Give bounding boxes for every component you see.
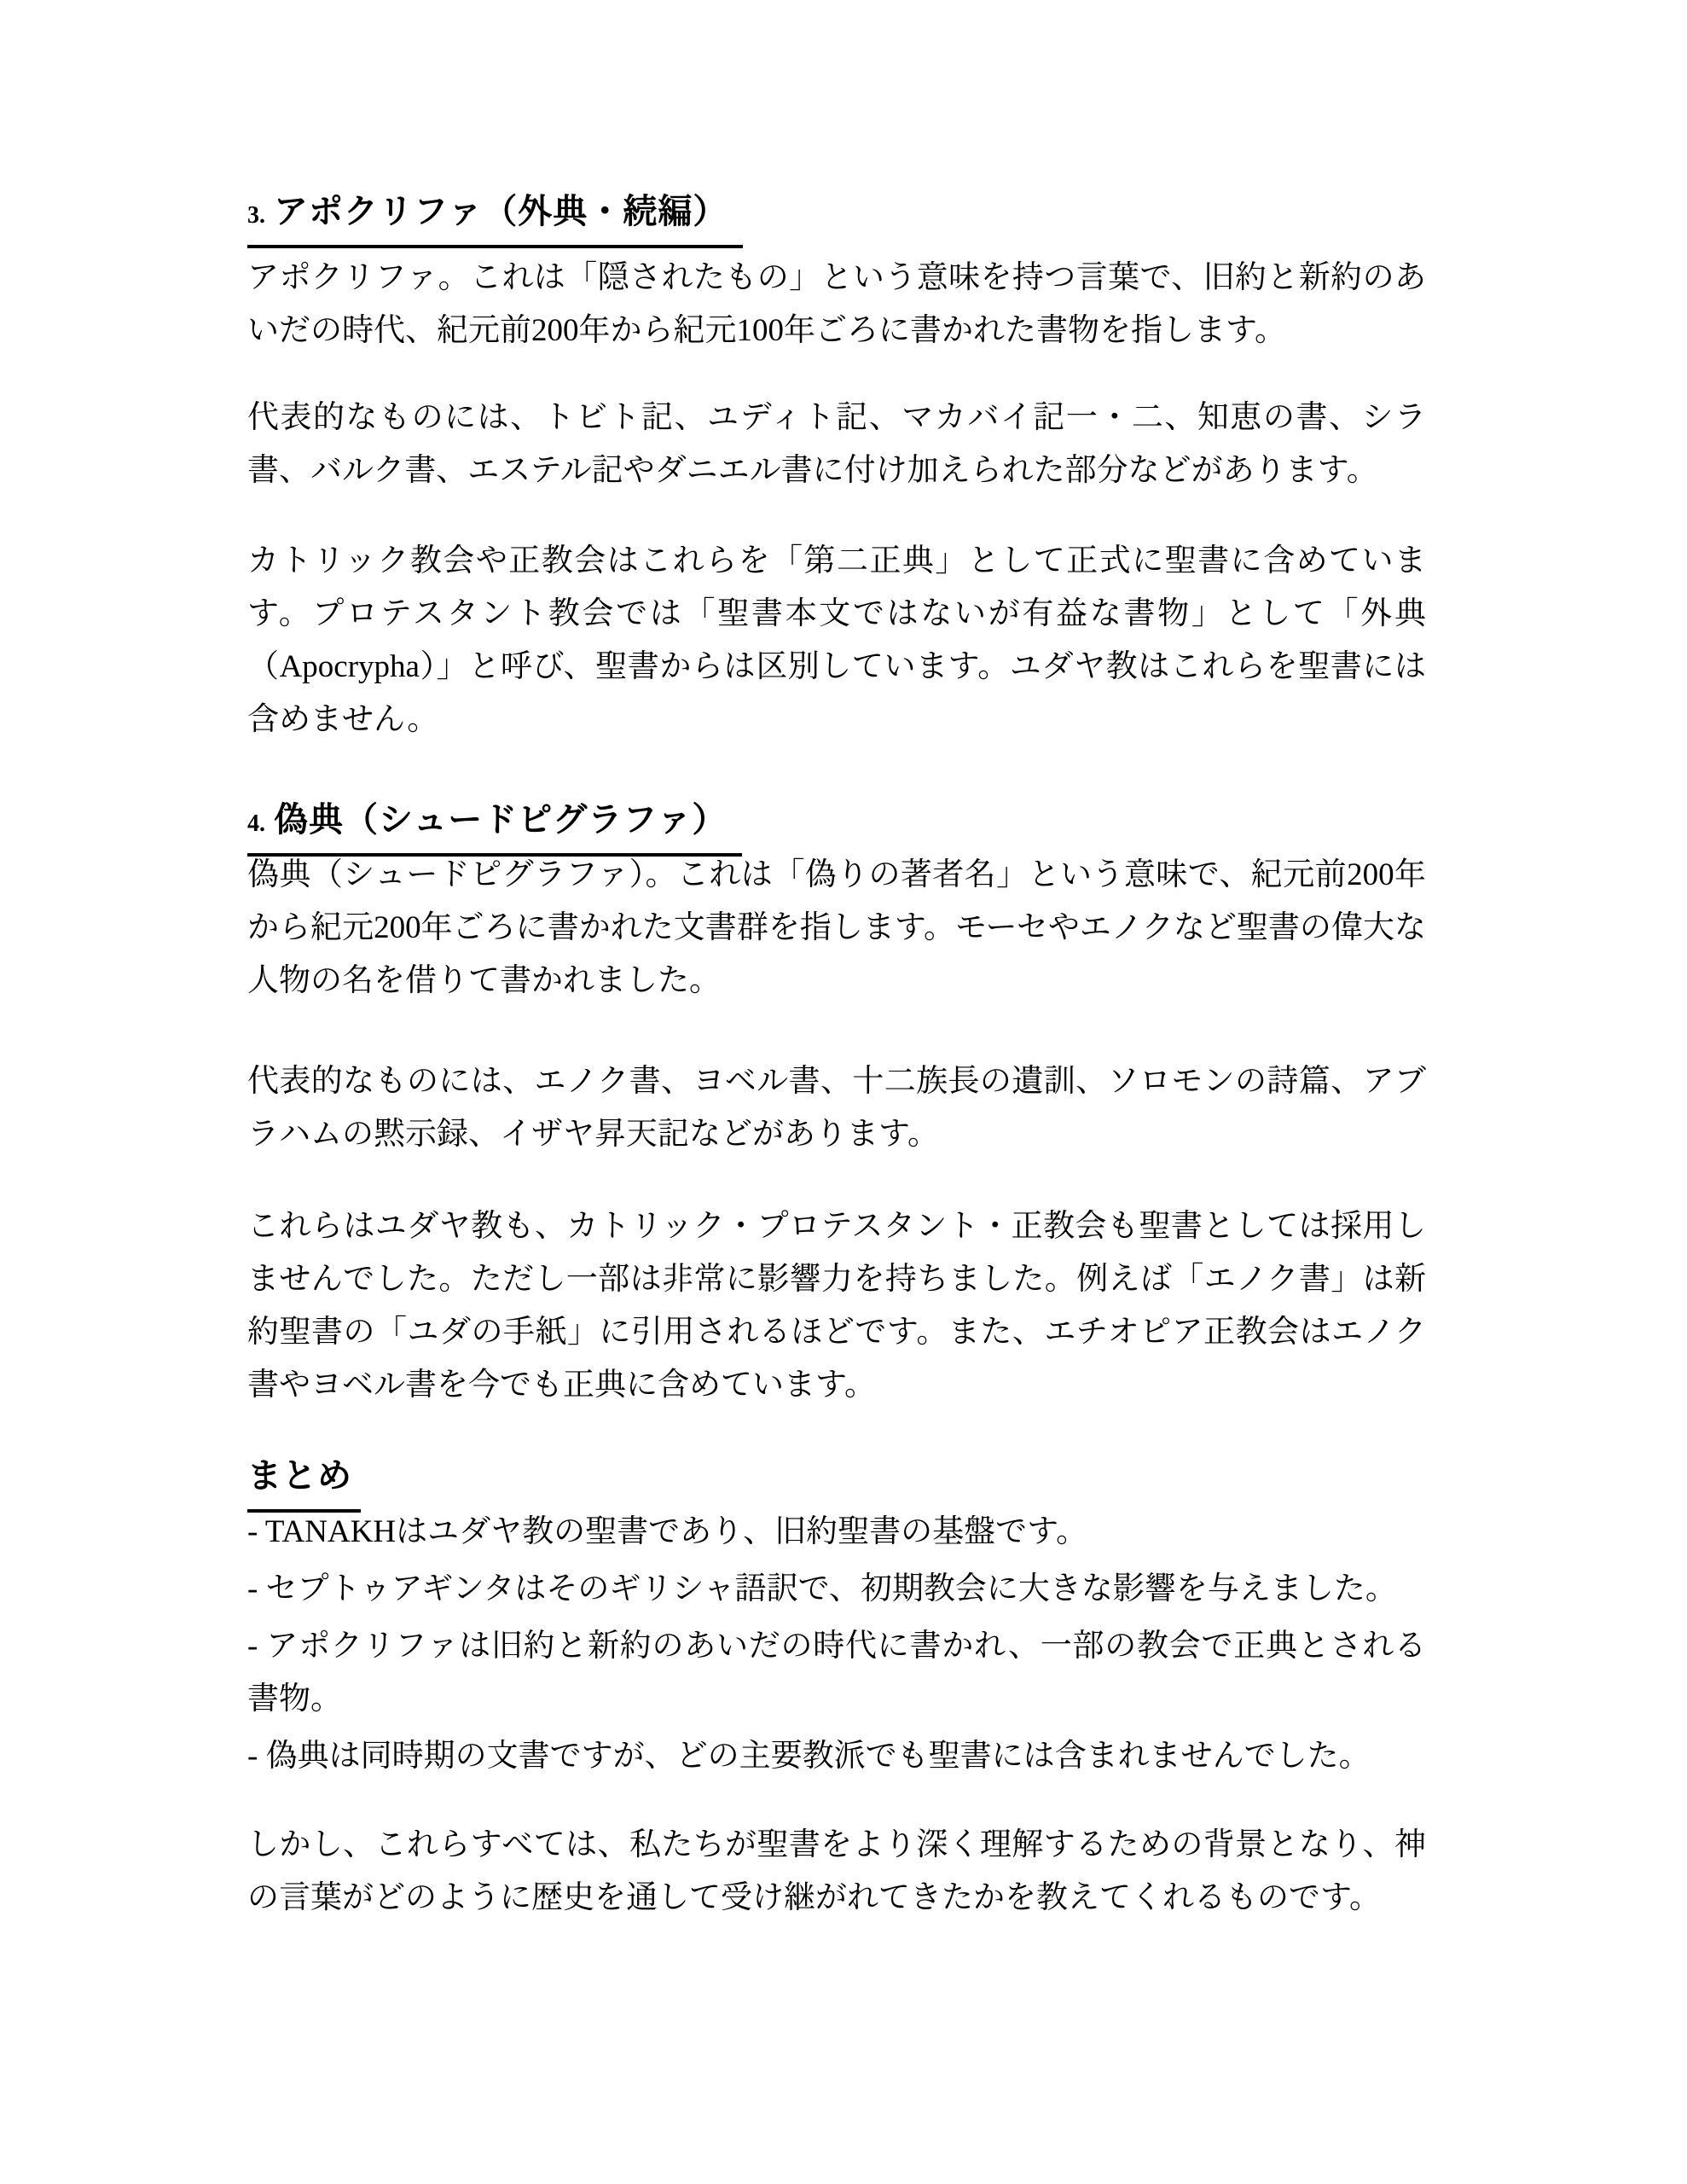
paragraph-apocrypha-definition: アポクリファ。これは「隠されたもの」という意味を持つ言葉で、旧約と新約のあいだの時代、紀元前200年から紀元100年ごろに書かれた書物を指します。 bbox=[247, 260, 1426, 348]
heading-number: 3. bbox=[247, 202, 265, 229]
summary-bullet-septuagint: - セプトゥアギンタはそのギリシャ語訳で、初期教会に大きな影響を与えました。 bbox=[247, 1571, 1397, 1606]
summary-bullet-tanakh: - TANAKHはユダヤ教の聖書であり、旧約聖書の基盤です。 bbox=[247, 1514, 1088, 1549]
summary-bullet-list bbox=[247, 1506, 1426, 1787]
heading-title: アポクリファ（外典・続編） bbox=[274, 193, 728, 230]
section-heading-summary bbox=[247, 1454, 1426, 1513]
section-heading-pseudepigrapha bbox=[247, 798, 1426, 857]
summary-bullet-pseudepigrapha: - 偽典は同時期の文書ですが、どの主要教派でも聖書には含まれませんでした。 bbox=[247, 1739, 1371, 1774]
heading-number: 4. bbox=[247, 810, 265, 837]
section-heading-apocrypha bbox=[247, 189, 1426, 248]
heading-underline-wrap bbox=[247, 798, 742, 857]
heading-underline-wrap bbox=[247, 1454, 361, 1513]
heading-underline-wrap bbox=[247, 189, 743, 248]
paragraph-pseudepigrapha-examples: 代表的なものには、エノク書、ヨベル書、十二族長の遺訓、ソロモンの詩篇、アブラハムの黙示録、イザヤ昇天記などがあります。 bbox=[247, 1064, 1426, 1152]
paragraph-pseudepigrapha-influence: これらはユダヤ教も、カトリック・プロテスタント・正教会も聖書としては採用しませんでした。ただし一部は非常に影響力を持ちました。例えば「エノク書」は新約聖書の「ユダの手紙」に引用されるほどです。また、エチオピア正教会はエノク書やヨベル書を今でも正典に含めています。 bbox=[247, 1209, 1426, 1403]
paragraph-closing: しかし、これらすべては、私たちが聖書をより深く理解するための背景となり、神の言葉がどのように歴史を通して受け継がれてきたかを教えてくれるものです。 bbox=[247, 1827, 1426, 1915]
paragraph-apocrypha-churches: カトリック教会や正教会はこれらを「第二正典」として正式に聖書に含めています。プロテスタント教会では「聖書本文ではないが有益な書物」として「外典（Apocrypha）」と呼び、聖書からは区別しています。ユダヤ教はこれらを聖書には含めません。 bbox=[247, 543, 1426, 737]
summary-bullet-apocrypha: - アポクリファは旧約と新約のあいだの時代に書かれ、一部の教会で正典とされる書物。 bbox=[247, 1629, 1426, 1716]
heading-title: 偽典（シュードピグラファ） bbox=[274, 801, 728, 839]
paragraph-pseudepigrapha-definition: 偽典（シュードピグラファ）。これは「偽りの著者名」という意味で、紀元前200年から紀元200年ごろに書かれた文書群を指します。モーセやエノクなど聖書の偉大な人物の名を借りて書かれました。 bbox=[247, 857, 1426, 998]
heading-title: まとめ bbox=[247, 1457, 352, 1495]
paragraph-apocrypha-examples: 代表的なものには、トビト記、ユディト記、マカバイ記一・二、知恵の書、シラ書、バルク書、エステル記やダニエル書に付け加えられた部分などがあります。 bbox=[247, 400, 1426, 488]
